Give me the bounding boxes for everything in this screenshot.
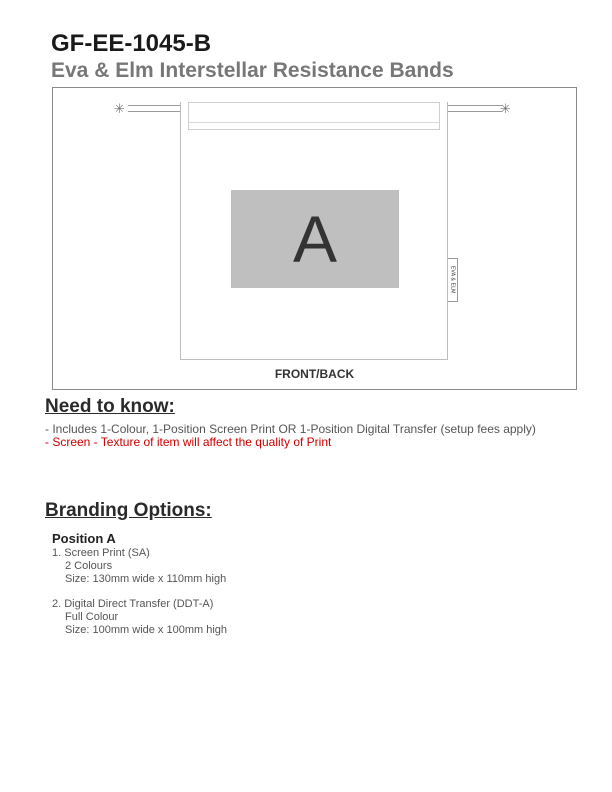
branding-option-size: Size: 100mm wide x 100mm high xyxy=(65,624,228,636)
branding-option-title: 2. Digital Direct Transfer (DDT-A) xyxy=(52,598,214,610)
drawstring-right xyxy=(442,105,502,112)
print-area-a xyxy=(231,190,399,288)
tassel-right-icon: ✳ xyxy=(500,101,511,116)
brand-tag-text: EVA & ELM xyxy=(449,266,456,294)
branding-option-size: Size: 130mm wide x 110mm high xyxy=(65,573,227,585)
branding-option-detail: 2 Colours xyxy=(65,560,113,572)
view-label: FRONT/BACK xyxy=(274,367,355,381)
bag-drawstring-channel xyxy=(188,102,440,130)
branding-option-title: 1. Screen Print (SA) xyxy=(52,547,150,559)
branding-option-detail: Full Colour xyxy=(65,611,119,623)
product-name: Eva & Elm Interstellar Resistance Bands xyxy=(51,59,454,82)
need-to-know-heading: Need to know: xyxy=(45,396,175,417)
branding-option xyxy=(52,598,227,637)
tassel-left-icon: ✳ xyxy=(114,101,125,116)
position-label: Position A xyxy=(52,531,116,546)
brand-tag xyxy=(448,258,458,302)
bag-hem-line xyxy=(188,122,440,123)
branding-options-heading: Branding Options: xyxy=(45,500,212,521)
need-to-know-note: - Includes 1-Colour, 1-Position Screen Print OR 1-Position Digital Transfer (setup fees apply) xyxy=(45,422,536,436)
print-area-letter: A xyxy=(292,202,338,276)
drawstring-left xyxy=(128,105,188,112)
branding-option xyxy=(52,547,226,586)
need-to-know-warning: - Screen - Texture of item will affect the quality of Print xyxy=(45,435,332,449)
product-code: GF-EE-1045-B xyxy=(51,30,212,57)
